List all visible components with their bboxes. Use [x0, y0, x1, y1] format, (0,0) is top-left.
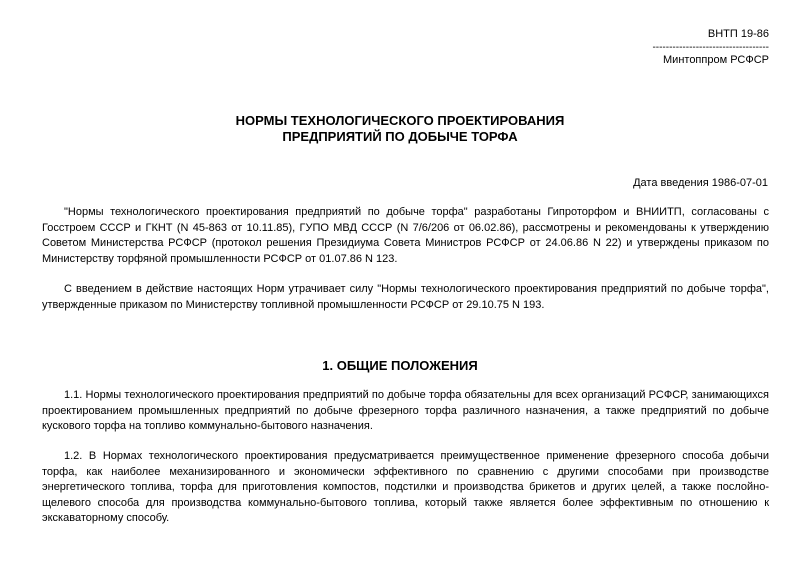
document-code: ВНТП 19-86	[707, 28, 769, 40]
clause-1-1: 1.1. Нормы технологического проектирования предприятий по добыче торфа обязательны для всех организаций РСФСР, занимающихся проектированием промышленных предприятий по добыче фрезерного торфа различного назначения, а также предприятий по добыче кускового торфа на топливо коммунально-бытового назначения.	[42, 389, 769, 432]
clause-1-2: 1.2. В Нормах технологического проектирования предусматривается преимущественное применение фрезерного способа добычи торфа, как наиболее механизированного и экономически эффективного по сравнению с другими способами при производстве энергетического топлива, торфа для приготовления компостов, подстилки и производства брикетов и других целей, а также послойно-щелевого способа для производства коммунально-бытового топлива, который также является более эффективным по отношению к экскаваторному способу.	[42, 450, 769, 524]
document-title-line-2: ПРЕДПРИЯТИЙ ПО ДОБЫЧЕ ТОРФА	[282, 129, 518, 144]
intro-paragraph-2: С введением в действие настоящих Норм утрачивает силу "Нормы технологического проектирования предприятий по добыче торфа", утвержденные приказом по Министерству топливной промышленности РСФСР от 29.10.75 N 193.	[42, 283, 769, 311]
section-1-title: 1. ОБЩИЕ ПОЛОЖЕНИЯ	[322, 358, 478, 373]
document-title	[0, 113, 800, 145]
introduction-date: Дата введения 1986-07-01	[633, 177, 768, 189]
issuing-ministry: Минтоппром РСФСР	[663, 54, 769, 66]
document-title-line-1: НОРМЫ ТЕХНОЛОГИЧЕСКОГО ПРОЕКТИРОВАНИЯ	[235, 113, 565, 128]
document-header	[652, 27, 769, 68]
header-divider: -----------------------------------	[652, 42, 769, 53]
intro-paragraph-1: "Нормы технологического проектирования предприятий по добыче торфа" разработаны Гипроторфом и ВНИИТП, согласованы с Госстроем СССР и ГКНТ (N 45-863 от 10.11.85), ГУПО МВД СССР (N 7/6/206 от 06.02.86), рассмотрены и рекомендованы к утверждению Советом Министерства РСФСР (протокол решения Президиума Совета Министров РСФСР от 24.06.86 N 22) и утверждены приказом по Министерству торфяной промышленности РСФСР от 01.07.86 N 123.	[42, 206, 769, 265]
